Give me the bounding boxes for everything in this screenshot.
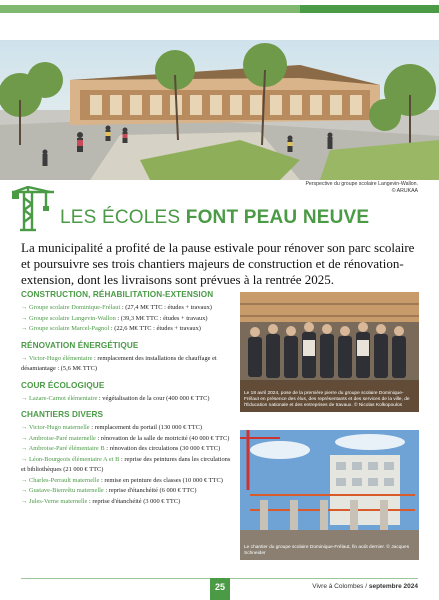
item-detail: : remise en peinture des classes (10 000 € TTC)	[99, 476, 223, 484]
school-name: Jules-Verne maternelle	[29, 497, 88, 505]
section-heading: CHANTIERS DIVERS	[21, 410, 104, 419]
hero-caption	[218, 181, 418, 195]
footer-issue: septembre 2024	[368, 583, 418, 590]
list-item	[21, 423, 233, 434]
list-item	[21, 476, 233, 487]
list-item	[21, 324, 233, 335]
list-item	[21, 394, 233, 405]
list-item	[21, 486, 233, 497]
list-item	[21, 444, 233, 455]
school-name: Léon-Bourgeois élémentaire A et B	[29, 455, 120, 463]
list-item	[21, 497, 233, 508]
list-item	[21, 303, 233, 314]
item-detail: : reprise des peintures dans les circulations et bibliothèques (21 000 € TTC)	[21, 455, 231, 473]
page-footer	[0, 578, 439, 600]
hero-caption-text: Perspective du groupe scolaire Langevin-Wallon.	[305, 181, 418, 187]
crane-icon	[10, 186, 56, 232]
item-detail: : reprise d'étanchéité (6 000 € TTC)	[103, 487, 197, 494]
item-detail: : (39,3 M€ TTC : études + travaux)	[115, 314, 208, 322]
school-name: Groupe scolaire Marcel-Pagnol	[29, 325, 110, 332]
section-heading: CONSTRUCTION, RÉHABILITATION-EXTENSION	[21, 290, 214, 299]
section-items	[21, 354, 233, 375]
footer-magazine-issue	[312, 583, 418, 590]
project-list	[21, 290, 233, 507]
page-title	[60, 207, 369, 229]
arrow-icon: →	[21, 487, 29, 494]
list-item	[21, 314, 233, 325]
arrow-icon: →	[21, 424, 29, 431]
item-detail: : (22,6 M€ TTC : études + travaux)	[109, 325, 201, 332]
school-name: Groupe scolaire Langevin-Wallon	[29, 314, 116, 322]
list-item	[21, 434, 233, 445]
section	[21, 341, 233, 375]
school-name: Gustave-Bienvêtu maternelle	[29, 487, 104, 494]
intro-paragraph: La municipalité a profité de la pause estivale pour rénover son parc scolaire et poursuivre ses trois chantiers majeurs de construction et de rénovation-extension, dont les livraisons sont prévues à la rentrée 2025.	[21, 240, 415, 287]
section	[21, 410, 233, 507]
title-part2: FONT PEAU NEUVE	[185, 207, 370, 228]
school-name: Ambroise-Paré maternelle	[28, 434, 96, 442]
section-items	[21, 303, 233, 335]
arrow-icon: →	[21, 455, 29, 463]
item-detail: : reprise d'étanchéité (3 000 € TTC)	[87, 497, 181, 505]
item-detail: : remplacement des installations de chauffage et désamiantage : (5,6 M€ TTC)	[21, 354, 217, 372]
list-item	[21, 455, 233, 476]
item-detail: : rénovation de la salle de motricité (40 000 € TTC)	[95, 434, 230, 442]
item-detail: : rénovation des circulations (30 000 € TTC)	[104, 445, 221, 452]
arrow-icon: →	[21, 304, 29, 311]
arrow-icon: →	[21, 325, 29, 332]
photo-construction-caption: Le chantier du groupe scolaire Dominique-Frélaut, fin août dernier. © Jacques Schneider	[244, 545, 410, 556]
school-name: Lazare-Carnot élémentaire	[29, 394, 98, 402]
section-items	[21, 423, 233, 507]
section-items	[21, 394, 233, 405]
title-part1: LES ÉCOLES	[60, 207, 181, 228]
arrow-icon: →	[21, 394, 29, 402]
school-name: Groupe scolaire Dominique-Frélaut	[29, 304, 121, 311]
arrow-icon: →	[21, 476, 29, 484]
arrow-icon: →	[21, 314, 29, 322]
arrow-icon: →	[21, 434, 29, 442]
footer-magazine: Vivre à Colombes	[312, 583, 364, 590]
footer-separator: /	[363, 583, 369, 590]
section	[21, 381, 233, 405]
school-name: Charles-Perrault maternelle	[29, 476, 100, 484]
list-item	[21, 354, 233, 375]
item-detail: : remplacement du portail (130 000 € TTC)	[89, 424, 202, 431]
photo-ceremony	[240, 292, 419, 412]
item-detail: : végétalisation de la cour (400 000 € TTC)	[97, 394, 210, 402]
photo-ceremony-caption: Le 18 avril 2024, pose de la première pierre du groupe scolaire Dominique-Frélaut en présence des élus, des représentants et des services de la ville, de l'Éducation nationale et des entreprises de travaux. © Nicolas Kolkopoulos	[244, 391, 410, 408]
section	[21, 290, 233, 335]
school-name: Ambroise-Paré élémentaire B	[28, 445, 105, 452]
arrow-icon: →	[21, 354, 29, 362]
arrow-icon: →	[21, 445, 29, 452]
school-name: Victor-Hugo élémentaire	[28, 354, 93, 362]
school-name: Victor-Hugo maternelle	[28, 424, 90, 431]
section-heading: RÉNOVATION ÉNERGÉTIQUE	[21, 340, 139, 350]
page-number: 25	[210, 578, 230, 600]
photo-construction-site	[240, 430, 419, 560]
hero-caption-credit: © ARUKAA	[391, 188, 418, 194]
section-heading: COUR ÉCOLOGIQUE	[21, 380, 105, 390]
arrow-icon: →	[21, 497, 29, 505]
hero-illustration	[0, 40, 439, 180]
item-detail: : (27,4 M€ TTC : études + travaux)	[120, 304, 212, 311]
top-color-bar	[0, 0, 439, 8]
